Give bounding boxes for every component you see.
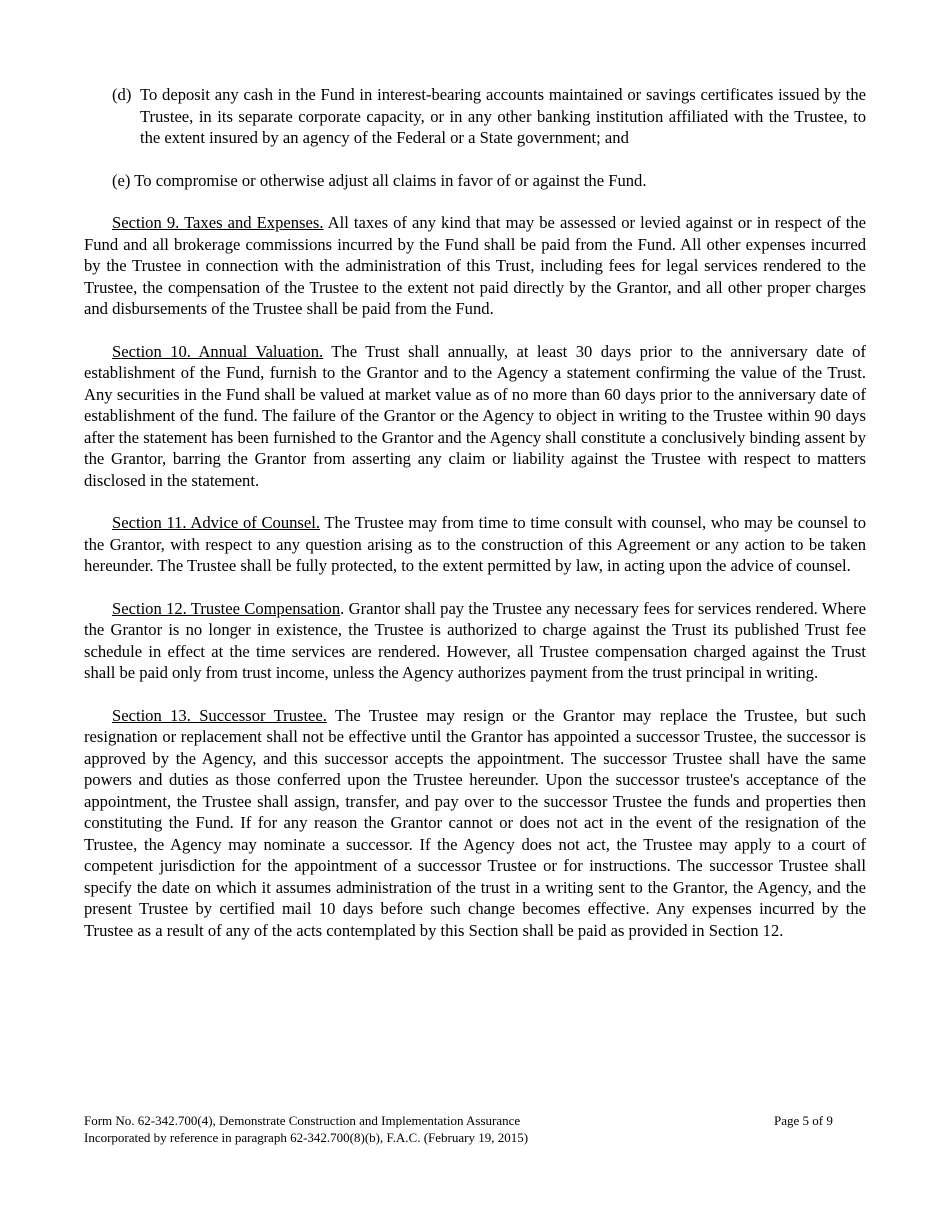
section-13-successor-trustee [84,705,866,942]
section-11-advice-of-counsel [84,512,866,577]
section-12-trustee-compensation [84,598,866,684]
list-marker: (e) [112,170,131,190]
list-item-d [84,84,866,149]
section-body: . Grantor shall pay the Trustee any necessary fees for services rendered. Where the Grantor is no longer in existence, the Trustee is authorized to charge against the Trust its published Trust fee schedule in effect at the time services are rendered. However, all Trustee compensation charged against the Trust shall be paid only from trust income, unless the Agency authorizes payment from the trust principal in writing. [84,598,866,682]
list-marker: (d) [112,85,132,104]
section-9-taxes-and-expenses [84,212,866,320]
footer-incorporation-note: Incorporated by reference in paragraph 62-342.700(8)(b), F.A.C. (February 19, 2015) [84,1129,529,1145]
list-item-text: To compromise or otherwise adjust all claims in favor of or against the Fund. [134,170,647,190]
section-heading: Section 11. Advice of Counsel. [112,513,320,532]
list-item-text: To deposit any cash in the Fund in interest-bearing accounts maintained or savings certificates issued by the Trustee, in its separate corporate capacity, or in any other banking institution affiliated with the Trustee, to the extent insured by an agency of the Federal or a State government; and [140,85,866,147]
footer-form-info [84,1113,684,1146]
section-heading: Section 13. Successor Trustee. [112,705,327,725]
section-body: The Trust shall annually, at least 30 days prior to the anniversary date of establishment of the Fund, furnish to the Grantor and to the Agency a statement confirming the value of the Trust. Any securities in the Fund shall be valued at market value as of no more than 60 days prior to the anniversary date of establishment of the fund. The failure of the Grantor or the Agency to object in writing to the Trustee within 90 days after the statement has been furnished to the Grantor and the Agency shall constitute a conclusively binding assent by the Grantor, barring the Grantor from asserting any claim or liability against the Trustee with respect to matters disclosed in the statement. [84,341,866,490]
list-item-e [84,170,866,192]
section-10-annual-valuation [84,341,866,492]
section-heading: Section 12. Trustee Compensation [112,598,341,618]
footer-form-number: Form No. 62-342.700(4), Demonstrate Construction and Implementation Assurance [84,1113,521,1128]
section-heading: Section 9. Taxes and Expenses. [112,213,324,232]
section-heading: Section 10. Annual Valuation. [112,341,324,361]
section-body: All taxes of any kind that may be assessed or levied against or in respect of the Fund and all brokerage commissions incurred by the Fund shall be paid from the Fund. All other expenses incurred by the Trustee in connection with the administration of this Trust, including fees for legal services rendered to the Trustee, the compensation of the Trustee to the extent not paid directly by the Grantor, and all other proper charges and disbursements of the Trustee shall be paid from the Fund. [84,213,866,318]
document-body [84,84,866,962]
section-body: The Trustee may from time to time consult with counsel, who may be counsel to the Grantor, with respect to any question arising as to the construction of this Agreement or any action to be taken hereunder. The Trustee shall be fully protected, to the extent permitted by law, in acting upon the advice of counsel. [84,513,866,575]
section-body: The Trustee may resign or the Grantor may replace the Trustee, but such resignation or replacement shall not be effective until the Grantor has appointed a successor Trustee, the successor is approved by the Agency, and this successor accepts the appointment. The successor Trustee shall have the same powers and duties as those conferred upon the Trustee hereunder. Upon the successor trustee's acceptance of the appointment, the Trustee shall assign, transfer, and pay over to the successor Trustee the funds and properties then constituting the Fund. If for any reason the Grantor cannot or does not act in the event of the resignation of the Trustee, the Agency may nominate a successor. If the Agency does not act, the Trustee may apply to a court of competent jurisdiction for the appointment of a successor Trustee or for instructions. The successor Trustee shall specify the date on which it assumes administration of the trust in a writing sent to the Grantor, the Agency, and the present Trustee by certified mail 10 days before such change becomes effective. Any expenses incurred by the Trustee as a result of any of the acts contemplated by this Section shall be paid as provided in Section 12. [84,705,867,940]
page-number: Page 5 of 9 [774,1113,833,1128]
